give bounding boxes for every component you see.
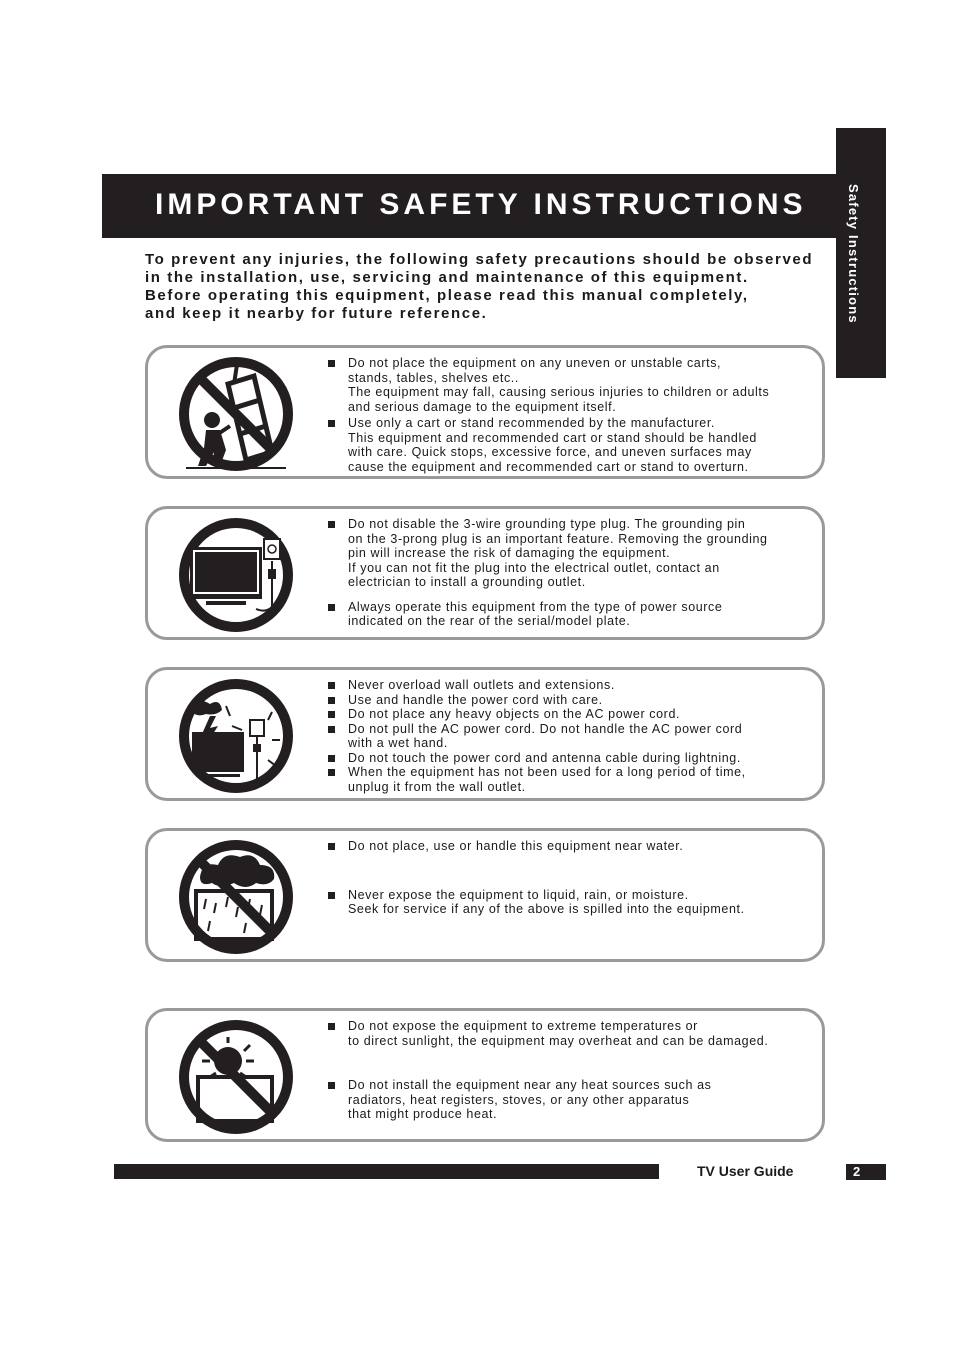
title-bar [102, 174, 836, 238]
bullet-item: When the equipment has not been used for a long period of time, unplug it from the wall outlet. [328, 765, 808, 794]
bullet-item: Do not expose the equipment to extreme temperatures or to direct sunlight, the equipment may overheat and can be damaged. [328, 1019, 808, 1048]
intro-line: Before operating this equipment, please read this manual completely, [145, 287, 749, 304]
safety-section-water [145, 828, 825, 962]
bullet-item: Do not disable the 3-wire grounding type plug. The grounding pin on the 3-prong plug is an important feature. Removing the grounding pin will increase the risk of damaging the equipment. If you can not fit the plug into the electrical outlet, contact an electrician to install a grounding outlet. [328, 517, 808, 590]
bullet-item: Use and handle the power cord with care. [328, 693, 808, 708]
side-tab-label: Safety Instructions [846, 184, 861, 324]
intro-line: and keep it nearby for future reference. [145, 305, 488, 322]
bullet-item: Never expose the equipment to liquid, rain, or moisture. Seek for service if any of the above is spilled into the equipment. [328, 888, 808, 917]
bullet-item: Do not place any heavy objects on the AC power cord. [328, 707, 808, 722]
page-title: IMPORTANT SAFETY INSTRUCTIONS [155, 188, 807, 221]
bullet-item: Do not install the equipment near any heat sources such as radiators, heat registers, stoves, or any other apparatus that might produce heat. [328, 1078, 808, 1122]
sunlight-heat-prohibited-icon [176, 1017, 296, 1137]
section-text [328, 678, 808, 794]
footer-bar [114, 1164, 659, 1179]
bullet-item: Use only a cart or stand recommended by the manufacturer. This equipment and recommended cart or stand should be handled with care. Quick stops, excessive force, and uneven surfaces may cause the equipment and recommended cart or stand to overturn. [328, 416, 808, 474]
section-text [328, 356, 808, 476]
bullet-item: Do not pull the AC power cord. Do not handle the AC power cord with a wet hand. [328, 722, 808, 751]
safety-section-cart [145, 345, 825, 479]
section-text [328, 1019, 808, 1124]
safety-section-heat [145, 1008, 825, 1142]
power-cord-lightning-icon [176, 676, 296, 796]
rain-water-prohibited-icon [176, 837, 296, 957]
intro-line: To prevent any injuries, the following safety precautions should be observed [145, 251, 814, 268]
cart-tipping-prohibited-icon [176, 354, 296, 474]
section-text [328, 517, 808, 631]
bullet-item: Never overload wall outlets and extensions. [328, 678, 808, 693]
grounding-plug-icon [176, 515, 296, 635]
bullet-item: Always operate this equipment from the type of power source indicated on the rear of the serial/model plate. [328, 600, 808, 629]
page-number: 2 [846, 1164, 886, 1180]
section-text [328, 839, 808, 919]
safety-section-power-cord [145, 667, 825, 801]
side-tab [836, 128, 886, 378]
safety-section-grounding [145, 506, 825, 640]
footer-label: TV User Guide [697, 1163, 794, 1179]
bullet-item: Do not place, use or handle this equipment near water. [328, 839, 808, 854]
bullet-item: Do not touch the power cord and antenna cable during lightning. [328, 751, 808, 766]
intro-paragraph [145, 251, 835, 323]
intro-line: in the installation, use, servicing and maintenance of this equipment. [145, 269, 749, 286]
bullet-item: Do not place the equipment on any uneven or unstable carts, stands, tables, shelves etc.. The equipment may fall, causing serious injuries to children or adults and serious damage to the equipment itself. [328, 356, 808, 414]
